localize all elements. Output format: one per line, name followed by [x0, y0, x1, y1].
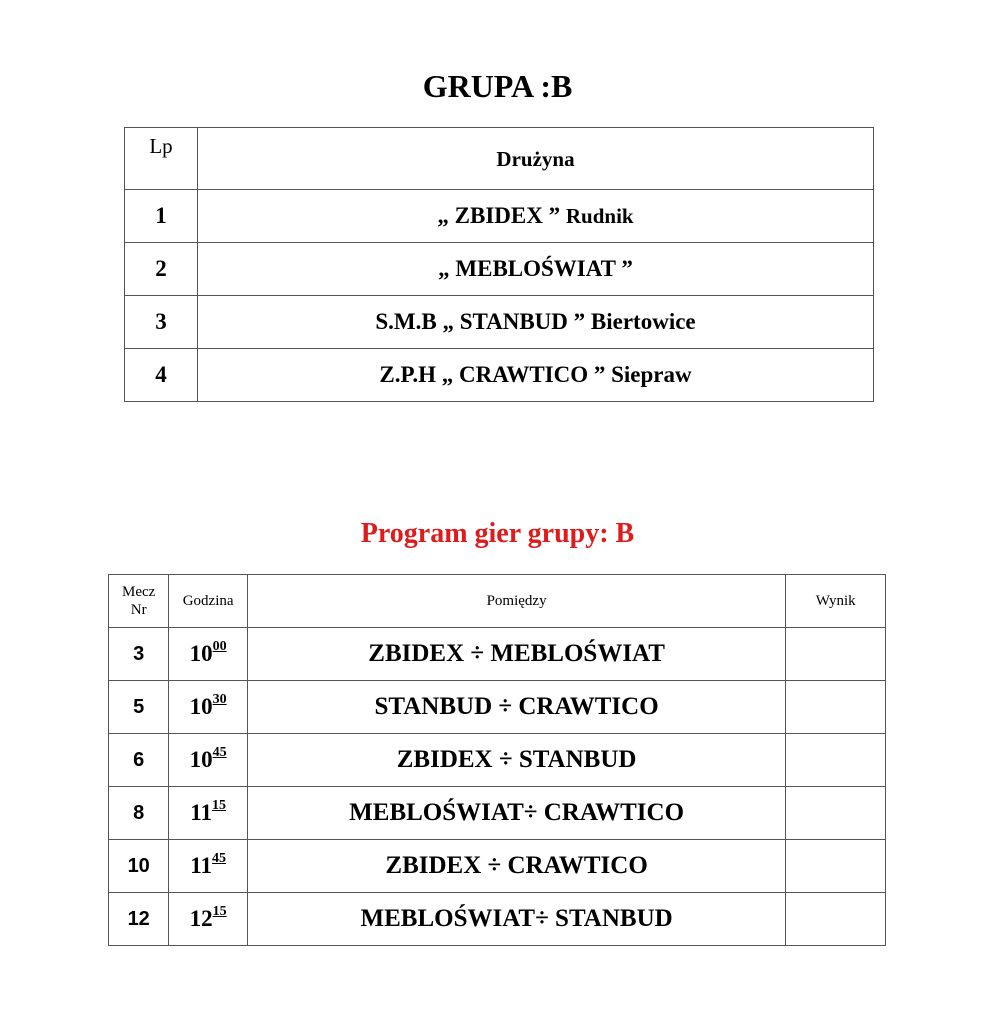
match-result[interactable]: [786, 628, 886, 681]
match-time: $12^{15}$: [169, 893, 248, 946]
group-title: GRUPA :B: [422, 68, 573, 104]
team-row: [125, 296, 874, 349]
match-no: 6: [109, 734, 169, 787]
match-no: 12: [109, 893, 169, 946]
result-header: Wynik: [786, 575, 886, 628]
team-row: [125, 190, 874, 243]
match-row: [109, 681, 886, 734]
match-no: 8: [109, 787, 169, 840]
match-result[interactable]: [786, 787, 886, 840]
schedule-table: [108, 574, 886, 946]
match-result[interactable]: [786, 840, 886, 893]
teams-header-row: [125, 128, 874, 190]
match-time: $10^{30}$: [169, 681, 248, 734]
team-row: [125, 243, 874, 296]
team-lp: 1: [125, 190, 198, 243]
team-name: Z.P.H „ CRAWTICO ” Siepraw: [198, 349, 874, 402]
match-row: [109, 893, 886, 946]
match-teams: STANBUD ÷ CRAWTICO: [247, 681, 785, 734]
match-row: [109, 628, 886, 681]
match-row: [109, 787, 886, 840]
team-row: [125, 349, 874, 402]
team-header: Drużyna: [198, 128, 874, 190]
schedule-title: Program gier grupy: B: [360, 518, 635, 549]
match-row: [109, 840, 886, 893]
time-header: Godzina: [169, 575, 248, 628]
lp-header: Lp: [125, 128, 198, 190]
match-no: 5: [109, 681, 169, 734]
match-result[interactable]: [786, 893, 886, 946]
team-lp: 4: [125, 349, 198, 402]
match-teams: MEBLOŚWIAT÷ CRAWTICO: [247, 787, 785, 840]
teams-table: [124, 127, 874, 402]
team-name: „ MEBLOŚWIAT ”: [198, 243, 874, 296]
match-teams: ZBIDEX ÷ STANBUD: [247, 734, 785, 787]
match-time: $10^{00}$: [169, 628, 248, 681]
match-teams: ZBIDEX ÷ MEBLOŚWIAT: [247, 628, 785, 681]
match-time: $11^{15}$: [169, 787, 248, 840]
team-lp: 3: [125, 296, 198, 349]
between-header: Pomiędzy: [247, 575, 785, 628]
match-no-header: Mecz Nr: [109, 575, 169, 628]
team-name: S.M.B „ STANBUD ” Biertowice: [198, 296, 874, 349]
match-no: 10: [109, 840, 169, 893]
team-name: „ ZBIDEX ” Rudnik: [198, 190, 874, 243]
match-result[interactable]: [786, 734, 886, 787]
team-lp: 2: [125, 243, 198, 296]
schedule-header-row: [109, 575, 886, 628]
match-teams: MEBLOŚWIAT÷ STANBUD: [247, 893, 785, 946]
match-result[interactable]: [786, 681, 886, 734]
match-teams: ZBIDEX ÷ CRAWTICO: [247, 840, 785, 893]
match-row: [109, 734, 886, 787]
match-no: 3: [109, 628, 169, 681]
match-time: $11^{45}$: [169, 840, 248, 893]
match-time: $10^{45}$: [169, 734, 248, 787]
